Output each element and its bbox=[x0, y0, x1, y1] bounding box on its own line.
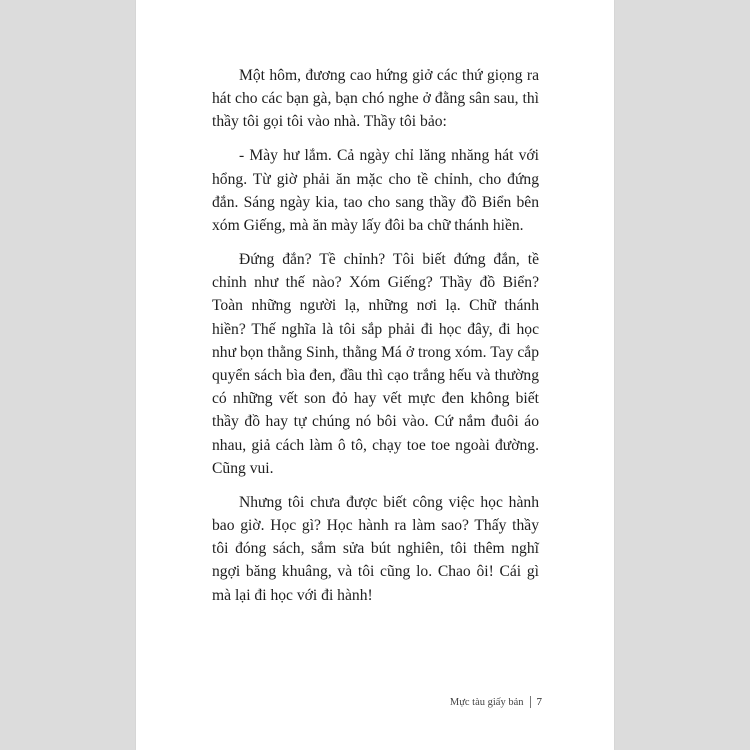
footer-divider bbox=[530, 696, 531, 708]
paragraph-2: - Mày hư lắm. Cả ngày chỉ lăng nhăng hát với hổng. Từ giờ phải ăn mặc cho tề chỉnh, cho đứng đắn. Sáng ngày kia, tao cho sang thầy đồ Biển bên xóm Giếng, mà ăn mày lấy đôi ba chữ thánh hiền. bbox=[212, 147, 539, 235]
page-footer bbox=[450, 696, 542, 708]
paragraph-3: Đứng đắn? Tề chỉnh? Tôi biết đứng đắn, tề chỉnh như thế nào? Xóm Giếng? Thầy đồ Biển? Toàn những người lạ, những nơi lạ. Chữ thánh hiền? Thế nghĩa là tôi sắp phải đi học đây, đi học như bọn thằng Sinh, thằng Má ở trong xóm. Tay cắp quyển sách bìa đen, đầu thì cạo trắng hếu và thường có những vết son đỏ hay vết mực đen không biết thầy đồ hay tự chúng nó bôi vào. Cứ nắm đuôi áo nhau, giả cách làm ô tô, chạy toe toe ngoài đường. Cũng vui. bbox=[212, 251, 539, 477]
book-page bbox=[136, 0, 614, 750]
paragraph-4: Nhưng tôi chưa được biết công việc học hành bao giờ. Học gì? Học hành ra làm sao? Thấy thầy tôi đóng sách, sắm sửa bút nghiên, tôi thêm nghĩ ngợi băng khuâng, và tôi cũng lo. Chao ôi! Cái gì mà lại đi học với đi hành! bbox=[212, 493, 539, 604]
running-title: Mực tàu giấy bản bbox=[449, 696, 524, 708]
page-number: 7 bbox=[536, 696, 542, 708]
paragraph-1: Một hôm, đương cao hứng giở các thứ giọng ra hát cho các bạn gà, bạn chó nghe ở đằng sân sau, thì thầy tôi gọi tôi vào nhà. Thầy tôi bảo: bbox=[212, 67, 539, 131]
page-body bbox=[212, 64, 539, 607]
